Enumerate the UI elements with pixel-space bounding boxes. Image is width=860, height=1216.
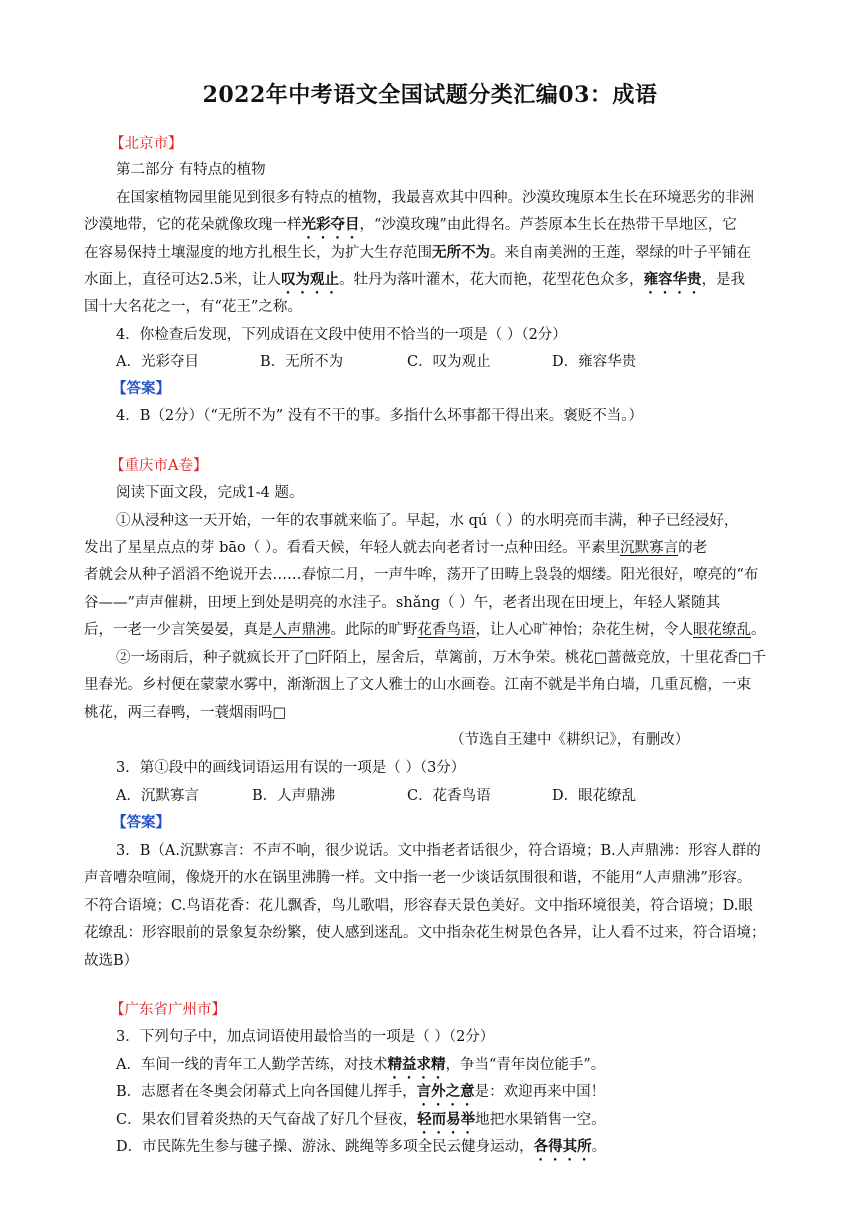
text-run: 的老 bbox=[678, 540, 708, 556]
answer-text: 3．B（A.沉默寡言：不声不响，很少说话。文中指老者话很少，符合语境；B.人声鼎沸：形容人群的 bbox=[116, 843, 761, 859]
passage-line: 里春光。乡村便在蒙蒙水雾中，渐渐洇上了文人雅士的山水画卷。江南不就是半角白墙，几重瓦檐，一束 bbox=[84, 677, 751, 693]
question-text: 3．第①段中的画线词语运用有误的一项是（ ）（3分） bbox=[116, 760, 466, 776]
answer-text: 故选B） bbox=[84, 953, 139, 969]
dotted-idiom: 雍容华贵 bbox=[643, 271, 702, 288]
text-run: 。牡丹为落叶灌木，花大而艳，花型花色众多， bbox=[339, 272, 644, 288]
option-a bbox=[116, 1055, 605, 1082]
text-run: 水面上，直径可达2.5米，让人 bbox=[84, 272, 282, 288]
underlined-word: 花香鸟语 bbox=[417, 622, 476, 638]
region-label-beijing: 【北京市】 bbox=[110, 136, 183, 152]
region-label-chongqing: 【重庆市A卷】 bbox=[110, 458, 208, 474]
source-citation: （节选自王建中《耕织记》，有删改） bbox=[450, 732, 690, 748]
text-run: 后，一老一少言笑晏晏，真是 bbox=[84, 622, 273, 638]
text-run: 地把水果销售一空。 bbox=[475, 1112, 606, 1128]
text-run: B．志愿者在冬奥会闭幕式上向各国健儿挥手， bbox=[116, 1084, 417, 1100]
text-run: ，让人心旷神怡；杂花生树，令人 bbox=[475, 622, 693, 638]
answer-text: 不符合语境；C.鸟语花香：花儿飘香，鸟儿歌唱，形容春天景色美好。文中指环境很美，符合语境；D.眼 bbox=[84, 898, 753, 914]
answer-text: 花缭乱：形容眼前的景象复杂纷繁，使人感到迷乱。文中指杂花生树景色各异，让人看不过来，符合语境； bbox=[84, 925, 766, 941]
text-run: ，是我 bbox=[701, 272, 746, 288]
answer-label: 【答案】 bbox=[112, 814, 170, 831]
text-run: 发出了星星点点的芽 bāo（ ）。看看天候，年轻人就去向老者讨一点种田经。平素里 bbox=[84, 540, 621, 556]
passage-line bbox=[84, 243, 751, 263]
text-run: A．车间一线的青年工人勤学苦练，对技术 bbox=[116, 1057, 388, 1073]
text-run: C．果农们冒着炎热的天气奋战了好几个昼夜， bbox=[116, 1112, 418, 1128]
passage-line bbox=[84, 538, 707, 558]
passage-line bbox=[84, 620, 766, 640]
text-run: 。来自南美洲的王莲，翠绿的叶子平铺在 bbox=[490, 245, 751, 261]
bold-idiom: 无所不为 bbox=[432, 244, 490, 261]
dotted-idiom: 光彩夺目 bbox=[301, 216, 360, 233]
region-label-guangzhou: 【广东省广州市】 bbox=[110, 1002, 226, 1018]
answer-text: 4．B（2分）（“无所不为” 没有不干的事。多指什么坏事都干得出来。褒贬不当。） bbox=[116, 408, 644, 424]
passage-line: ①从浸种这一天开始，一年的农事就来临了。早起，水 qú（ ）的水明亮而丰满，种子已经浸好， bbox=[116, 513, 739, 529]
underlined-word: 人声鼎沸 bbox=[272, 622, 331, 638]
passage-line bbox=[84, 270, 745, 297]
passage-line: 者就会从种子滔滔不绝说开去……春惊二月，一声牛哞，荡开了田畴上袅袅的烟缕。阳光很好，嘹亮的“布 bbox=[84, 567, 759, 583]
text-run: 。 bbox=[751, 622, 766, 638]
option-b: B．人声鼎沸 bbox=[252, 788, 336, 804]
answer-text: 声音嘈杂喧闹，像烧开的水在锅里沸腾一样。文中指一老一少谈话氛围很和谐，不能用“人声鼎沸”形容。 bbox=[84, 870, 752, 886]
section-heading: 第二部分 有特点的植物 bbox=[116, 162, 266, 178]
text-run: ，“沙漠玫瑰”由此得名。芦荟原本生长在热带干旱地区，它 bbox=[359, 217, 737, 233]
underlined-word: 沉默寡言 bbox=[620, 540, 679, 556]
text-run: 沙漠地带，它的花朵就像玫瑰一样 bbox=[84, 217, 302, 233]
passage-line: 桃花，两三春鸭，一蓑烟雨吗□ bbox=[84, 705, 287, 721]
dotted-idiom: 言外之意 bbox=[416, 1083, 475, 1100]
text-run: ，争当“青年岗位能手”。 bbox=[445, 1057, 606, 1073]
option-c: C．叹为观止 bbox=[407, 354, 491, 370]
text-run: 是：欢迎再来中国！ bbox=[474, 1084, 606, 1100]
page-title: 2022年中考语文全国试题分类汇编03：成语 bbox=[202, 82, 658, 108]
dotted-idiom: 各得其所 bbox=[533, 1138, 592, 1155]
text-run: D．市民陈先生参与毽子操、游泳、跳绳等多项全民云健身运动， bbox=[116, 1139, 534, 1155]
option-c: C．花香鸟语 bbox=[407, 788, 491, 804]
option-b bbox=[116, 1082, 605, 1109]
option-a: A．沉默寡言 bbox=[116, 788, 199, 804]
dotted-idiom: 精益求精 bbox=[387, 1056, 446, 1073]
text-run: 。此际的旷野 bbox=[330, 622, 418, 638]
text-run: 在容易保持土壤湿度的地方扎根生长，为扩大生存范围 bbox=[84, 245, 432, 261]
option-d: D．雍容华贵 bbox=[552, 354, 637, 370]
text-run: 。 bbox=[591, 1139, 607, 1155]
underlined-word: 眼花缭乱 bbox=[693, 622, 751, 638]
dotted-idiom: 轻而易举 bbox=[417, 1111, 476, 1128]
option-c bbox=[116, 1110, 606, 1137]
instruction-text: 阅读下面文段，完成1-4 题。 bbox=[116, 485, 304, 501]
option-d: D．眼花缭乱 bbox=[552, 788, 637, 804]
option-d bbox=[116, 1137, 606, 1164]
passage-line: 在国家植物园里能见到很多有特点的植物，我最喜欢其中四种。沙漠玫瑰原本生长在环境恶劣的非洲 bbox=[116, 190, 754, 206]
passage-line: ②一场雨后，种子就疯长开了□阡陌上，屋舍后，草篱前，万木争荣。桃花□蔷薇竞放，十里花香□千 bbox=[116, 650, 767, 666]
option-b: B．无所不为 bbox=[260, 354, 344, 370]
passage-line bbox=[84, 215, 737, 242]
dotted-idiom: 叹为观止 bbox=[281, 271, 340, 288]
question-text: 3．下列句子中，加点词语使用最恰当的一项是（ ）（2分） bbox=[116, 1029, 495, 1045]
option-a: A．光彩夺目 bbox=[116, 354, 199, 370]
answer-label: 【答案】 bbox=[112, 380, 170, 397]
question-text: 4．你检查后发现，下列成语在文段中使用不恰当的一项是（ ）（2分） bbox=[116, 327, 567, 343]
passage-line: 谷——”声声催耕，田埂上到处是明亮的水洼子。shǎng（ ）午，老者出现在田埂上，年轻人紧随其 bbox=[84, 595, 721, 611]
passage-line: 国十大名花之一，有“花王”之称。 bbox=[84, 299, 302, 315]
